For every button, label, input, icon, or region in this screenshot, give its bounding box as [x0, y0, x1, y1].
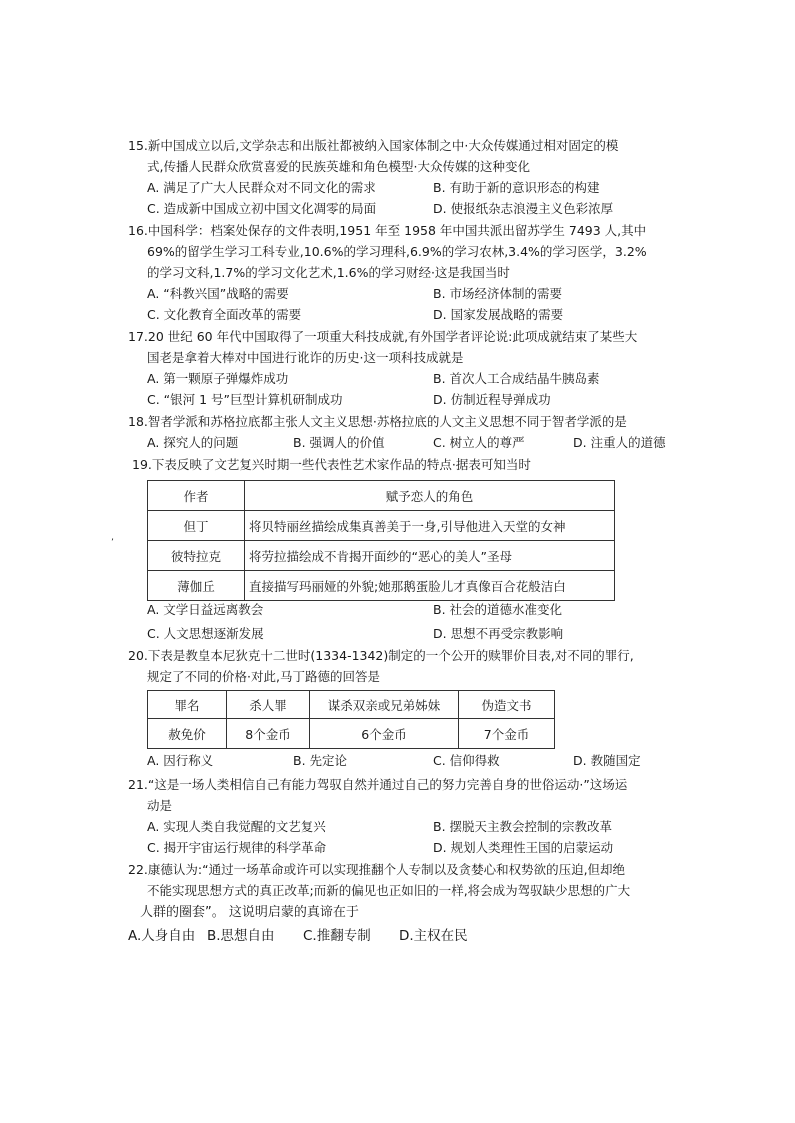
q17-stem-line1: 17.20 世纪 60 年代中国取得了一项重大科技成就,有外国学者评论说:此项成就结束了某些大 — [128, 329, 638, 344]
q15-option-b: B. 有助于新的意识形态的构建 — [433, 180, 600, 195]
q17-option-b: B. 首次人工合成结晶牛胰岛素 — [433, 371, 600, 386]
q20-header-cell: 谋杀双亲或兄弟姊妹 — [310, 691, 459, 719]
q19-author-cell: 彼特拉克 — [148, 541, 245, 571]
q17-option-c: C. “银河 1 号”巨型计算机研制成功 — [147, 392, 343, 407]
q19-option-c: C. 人文思想逐渐发展 — [147, 626, 264, 641]
q20-stem-line1: 20.下表是教皇本尼狄克十二世时(1334-1342)制定的一个公开的赎罪价目表,对不同的罪行, — [128, 648, 634, 663]
q18-option-d: D. 注重人的道德 — [573, 435, 666, 450]
q18-option-b: B. 强调人的价值 — [293, 435, 385, 450]
q22-stem-line2: 不能实现思想方式的真正改革;而新的偏见也正如旧的一样,将会成为驾驭缺少思想的广大 — [147, 883, 631, 898]
q16-stem-line3: 的学习文科,1.7%的学习文化艺术,1.6%的学习财经·这是我国当时 — [147, 265, 510, 280]
q21-option-c: C. 揭开宇宙运行规律的科学革命 — [147, 840, 327, 855]
q22-option-b: B.思想自由 — [207, 928, 275, 944]
q16-option-a: A. “科教兴国”战略的需要 — [147, 286, 289, 301]
q16-option-c: C. 文化教育全面改革的需要 — [147, 307, 302, 322]
q19-author-cell: 薄伽丘 — [148, 571, 245, 601]
q17-stem-line2: 国老是拿着大棒对中国进行讹诈的历史·这一项科技成就是 — [147, 350, 464, 365]
q19-option-b: B. 社会的道德水准变化 — [433, 602, 563, 617]
q15-stem-line2: 式,传播人民群众欣赏喜爱的民族英雄和角色模型·大众传媒的这种变化 — [147, 159, 530, 174]
q22-option-a: A.人身自由 — [128, 928, 196, 944]
q19-header-author: 作者 — [148, 481, 245, 511]
q17-option-a: A. 第一颗原子弹爆炸成功 — [147, 371, 289, 386]
q19-header-role: 赋予恋人的角色 — [245, 481, 615, 511]
q15-option-c: C. 造成新中国成立初中国文化凋零的局面 — [147, 201, 377, 216]
q20-table — [147, 690, 555, 749]
q20-option-d: D. 教随国定 — [573, 753, 641, 768]
q21-option-b: B. 摆脱天主教会控制的宗教改革 — [433, 819, 613, 834]
q16-option-b: B. 市场经济体制的需要 — [433, 286, 563, 301]
q20-value-cell: 6个金币 — [310, 719, 459, 749]
q18-option-a: A. 探究人的问题 — [147, 435, 239, 450]
q20-header-cell: 杀人罪 — [227, 691, 310, 719]
q19-option-d: D. 思想不再受宗教影响 — [433, 626, 564, 641]
q21-stem-line1: 21.“这是一场人类相信自己有能力驾驭自然并通过自己的努力完善自身的世俗运动·”这场运 — [128, 777, 628, 792]
q20-option-b: B. 先定论 — [293, 753, 348, 768]
q22-option-c: C.推翻专制 — [303, 928, 371, 944]
q20-header-cell: 罪名 — [148, 691, 227, 719]
q20-option-a: A. 因行称义 — [147, 753, 214, 768]
q15-stem-line1: 15.新中国成立以后,文学杂志和出版社都被纳入国家体制之中·大众传媒通过相对固定的模 — [128, 138, 619, 153]
q19-role-cell: 将劳拉描绘成不肯揭开面纱的“恶心的美人”圣母 — [245, 541, 615, 571]
q19-stem-line1: 19.下表反映了文艺复兴时期一些代表性艺术家作品的特点·据表可知当时 — [132, 457, 531, 472]
q19-role-cell: 将贝特丽丝描绘成集真善美于一身,引导他进入天堂的女神 — [245, 511, 615, 541]
q18-stem-line1: 18.智者学派和苏格拉底都主张人文主义思想·苏格拉底的人文主义思想不同于智者学派的是 — [128, 414, 627, 429]
q20-value-cell: 8个金币 — [227, 719, 310, 749]
q16-stem-line1: 16.中国科学：档案处保存的文件表明,1951 年至 1958 年中国共派出留苏学生 7493 人,其中 — [128, 223, 647, 238]
q16-option-d: D. 国家发展战略的需要 — [433, 307, 564, 322]
q20-value-cell: 赦免价 — [148, 719, 227, 749]
q17-option-d: D. 仿制近程导弹成功 — [433, 392, 551, 407]
q18-option-c: C. 树立人的尊严 — [433, 435, 525, 450]
q15-option-a: A. 满足了广大人民群众对不同文化的需求 — [147, 180, 376, 195]
q19-option-a: A. 文学日益远离教会 — [147, 602, 264, 617]
q22-option-d: D.主权在民 — [399, 928, 468, 944]
q22-stem-line3: 人群的圈套”。 这说明启蒙的真谛在于 — [140, 905, 359, 920]
q20-value-cell: 7个金币 — [459, 719, 555, 749]
q19-author-cell: 但丁 — [148, 511, 245, 541]
q19-role-cell: 直接描写玛丽娅的外貌;她那鹅蛋脸儿才真像百合花般洁白 — [245, 571, 615, 601]
q21-stem-line2: 动是 — [147, 798, 173, 813]
q16-stem-line2: 69%的留学生学习工科专业,10.6%的学习理科,6.9%的学习农林,3.4%的学习医学，3.2% — [147, 244, 647, 259]
q21-option-a: A. 实现人类自我觉醒的文艺复兴 — [147, 819, 326, 834]
q22-stem-line1: 22.康德认为:“通过一场革命或许可以实现推翻个人专制以及贪婪心和权势欲的压迫,但却绝 — [128, 862, 626, 877]
q21-option-d: D. 规划人类理性王国的启蒙运动 — [433, 840, 614, 855]
q19-table — [147, 480, 615, 601]
q20-option-c: C. 信仰得救 — [433, 753, 500, 768]
q20-stem-line2: 规定了不同的价格·对此,马丁路德的回答是 — [147, 669, 380, 684]
q20-header-cell: 伪造文书 — [459, 691, 555, 719]
q15-option-d: D. 使报纸杂志浪漫主义色彩浓厚 — [433, 201, 614, 216]
stray-mark: ’ — [111, 538, 114, 548]
